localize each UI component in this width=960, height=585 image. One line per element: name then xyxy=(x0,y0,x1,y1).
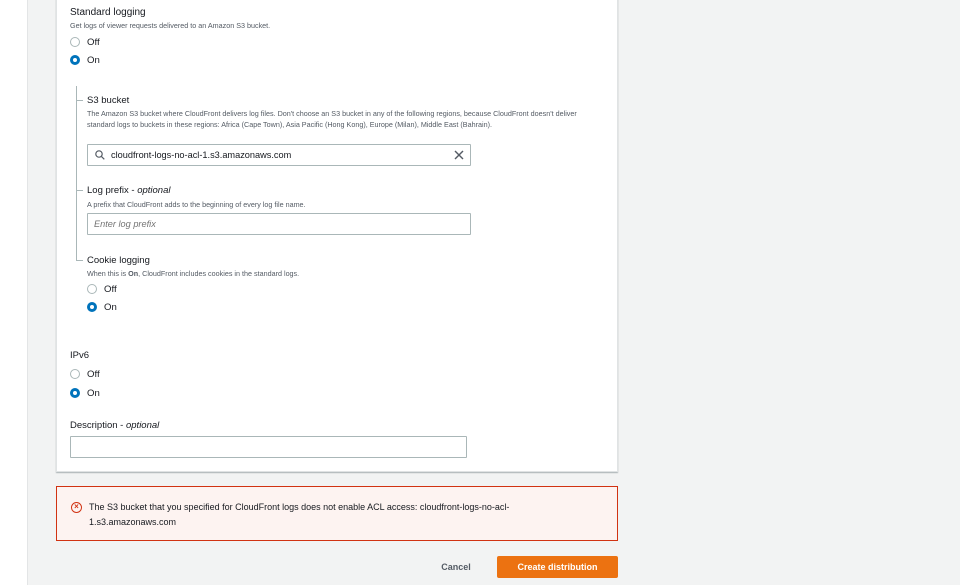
radio-label: Off xyxy=(87,368,100,380)
description-label: Description - optional xyxy=(70,420,160,431)
standard-logging-on-radio[interactable] xyxy=(70,51,100,69)
cancel-button[interactable]: Cancel xyxy=(432,557,480,578)
radio-label: Off xyxy=(87,36,100,48)
radio-off-icon[interactable] xyxy=(70,369,80,379)
left-nav-strip xyxy=(0,0,28,585)
s3-bucket-description: The Amazon S3 bucket where CloudFront delivers log files. Don't choose an S3 bucket in any of the following regions, because CloudFront doesn't deliver standard logs to buckets in these regions: Africa (Cape Town), Asia Pacific (Hong Kong), Europe (Milan), Middle East (Bahrain). xyxy=(87,109,577,129)
close-icon[interactable] xyxy=(454,150,464,160)
cookie-logging-description xyxy=(87,268,299,279)
ipv6-on-radio[interactable] xyxy=(70,384,100,402)
radio-label: On xyxy=(87,387,100,399)
desc-text: When this is xyxy=(87,269,129,278)
search-icon xyxy=(95,150,105,160)
optional-tag: optional xyxy=(125,420,160,431)
ipv6-off-radio[interactable] xyxy=(70,365,100,383)
optional-tag: optional xyxy=(137,185,171,196)
desc-bold: On xyxy=(128,269,139,278)
create-distribution-button[interactable]: Create distribution xyxy=(497,556,618,578)
log-prefix-description: A prefix that CloudFront adds to the beginning of every log file name. xyxy=(87,200,306,209)
cookie-logging-label: Cookie logging xyxy=(87,255,150,266)
log-prefix-label: Log prefix - optional xyxy=(87,185,171,196)
standard-logging-description: Get logs of viewer requests delivered to an Amazon S3 bucket. xyxy=(70,21,271,30)
radio-on-icon[interactable] xyxy=(70,55,80,65)
s3-bucket-label: S3 bucket xyxy=(87,95,130,106)
settings-panel xyxy=(56,0,618,472)
standard-logging-label: Standard logging xyxy=(70,7,146,18)
error-icon: × xyxy=(71,502,82,513)
radio-label: On xyxy=(87,54,100,66)
desc-text: , CloudFront includes cookies in the standard logs. xyxy=(138,269,300,278)
cookie-logging-on-radio[interactable] xyxy=(87,298,117,316)
log-prefix-label-text: Log prefix xyxy=(87,185,129,196)
tree-line xyxy=(76,86,77,260)
radio-off-icon[interactable] xyxy=(87,284,97,294)
ipv6-label: IPv6 xyxy=(70,350,90,361)
tree-branch xyxy=(76,100,83,101)
radio-on-icon[interactable] xyxy=(70,388,80,398)
standard-logging-off-radio[interactable] xyxy=(70,33,100,51)
s3-bucket-value: cloudfront-logs-no-acl-1.s3.amazonaws.com xyxy=(111,150,292,160)
description-label-text: Description xyxy=(70,420,118,431)
radio-label: Off xyxy=(104,283,117,295)
s3-bucket-search-input[interactable] xyxy=(87,144,471,166)
tree-branch xyxy=(76,190,83,191)
log-prefix-input[interactable] xyxy=(87,213,471,235)
radio-off-icon[interactable] xyxy=(70,37,80,47)
error-message: The S3 bucket that you specified for CloudFront logs does not enable ACL access: cloudfront-logs-no-acl-1.s3.amazonaws.com xyxy=(89,502,510,527)
description-input[interactable] xyxy=(70,436,467,458)
tree-branch xyxy=(76,260,83,261)
error-alert xyxy=(56,486,618,541)
radio-on-icon[interactable] xyxy=(87,302,97,312)
cookie-logging-off-radio[interactable] xyxy=(87,280,117,298)
radio-label: On xyxy=(104,301,117,313)
